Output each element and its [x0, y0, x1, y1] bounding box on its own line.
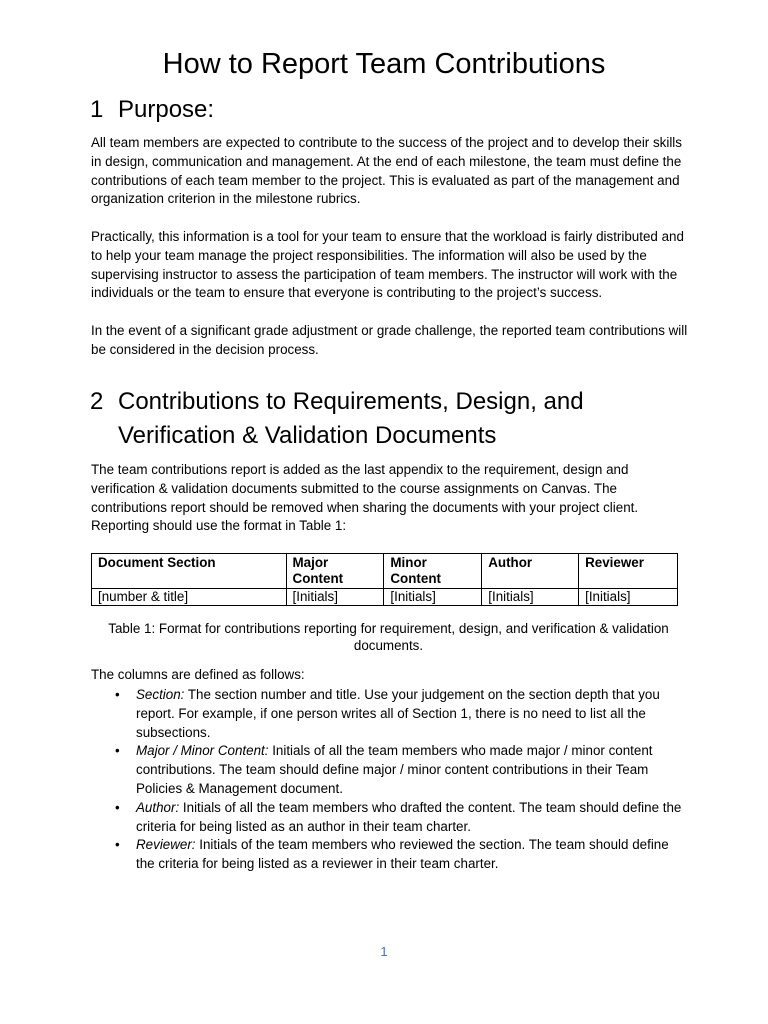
list-item [91, 742, 691, 798]
columns-intro: The columns are defined as follows: [91, 667, 305, 682]
table-header-row [92, 554, 678, 589]
list-item [91, 836, 691, 874]
definition-term: Section: [136, 687, 185, 702]
bullet-icon: • [115, 687, 120, 702]
bullet-icon: • [115, 837, 120, 853]
section-1-paragraph-1: All team members are expected to contribute to the success of the project and to develop their skills in design, communication and management. At the end of each milestone, the team must define the contributions of each team member to the project. This is evaluated as part of the management and organization criterion in the milestone rubrics. [91, 135, 682, 207]
definition-text: Initials of all the team members who made major / minor content contributions. The team should define major / minor content contributions in their Team Policies & Management document. [136, 743, 653, 796]
definition-term: Major / Minor Content: [136, 743, 269, 759]
column-definitions-list [91, 686, 691, 874]
document-title: How to Report Team Contributions [162, 48, 606, 80]
bullet-icon: • [115, 743, 120, 759]
definition-text: Initials of all the team members who drafted the content. The team should define the criteria for being listed as an author in their team charter. [136, 799, 682, 834]
table-cell: [number & title] [92, 589, 287, 606]
section-2-intro: The team contributions report is added as the last appendix to the requirement, design and verification & validation documents submitted to the course assignments on Canvas. The contributions report should be removed when sharing the documents with your project client. Reporting should use the format in Table 1: [91, 462, 639, 534]
list-item [91, 686, 691, 742]
table-caption: Table 1: Format for contributions reporting for requirement, design, and verification & validation documents. [108, 621, 669, 653]
table-cell: [Initials] [286, 589, 384, 606]
table-header-cell: Author [482, 554, 579, 589]
section-2-number: 2 [90, 388, 104, 415]
table-header-cell: Major Content [286, 554, 384, 589]
bullet-icon: • [115, 799, 120, 815]
list-item [91, 799, 691, 837]
table-header-cell: Minor Content [384, 554, 482, 589]
definition-term: Author: [136, 799, 180, 815]
section-1-paragraph-2: Practically, this information is a tool for your team to ensure that the workload is fairly distributed and to help your team manage the project responsibilities. The information will also be used by the supervising instructor to assess the participation of team members. The instructor will work with the individuals or the team to ensure that everyone is contributing to the project’s success. [91, 229, 684, 301]
table-row [92, 589, 678, 606]
page-number: 1 [380, 944, 388, 959]
definition-text: The section number and title. Use your judgement on the section depth that you report. For example, if one person writes all of Section 1, there is no need to list all the subsections. [136, 687, 660, 740]
table-cell: [Initials] [482, 589, 579, 606]
table-header-cell: Document Section [92, 554, 287, 589]
section-1-number: 1 [90, 96, 104, 123]
contributions-format-table [91, 553, 678, 606]
section-2-heading [90, 385, 690, 453]
section-1-title: Purpose: [118, 96, 215, 123]
section-1-heading [90, 93, 690, 127]
definition-text: Initials of the team members who reviewed the section. The team should define the criteria for being listed as a reviewer in their team charter. [136, 837, 669, 872]
table-cell: [Initials] [579, 589, 678, 606]
section-1-paragraph-3: In the event of a significant grade adjustment or grade challenge, the reported team contributions will be considered in the decision process. [91, 323, 688, 357]
table-header-cell: Reviewer [579, 554, 678, 589]
table-cell: [Initials] [384, 589, 482, 606]
section-2-title-line-2: Verification & Validation Documents [118, 422, 497, 449]
section-2-title-line-1: Contributions to Requirements, Design, and [118, 388, 584, 415]
definition-term: Reviewer: [136, 837, 196, 853]
